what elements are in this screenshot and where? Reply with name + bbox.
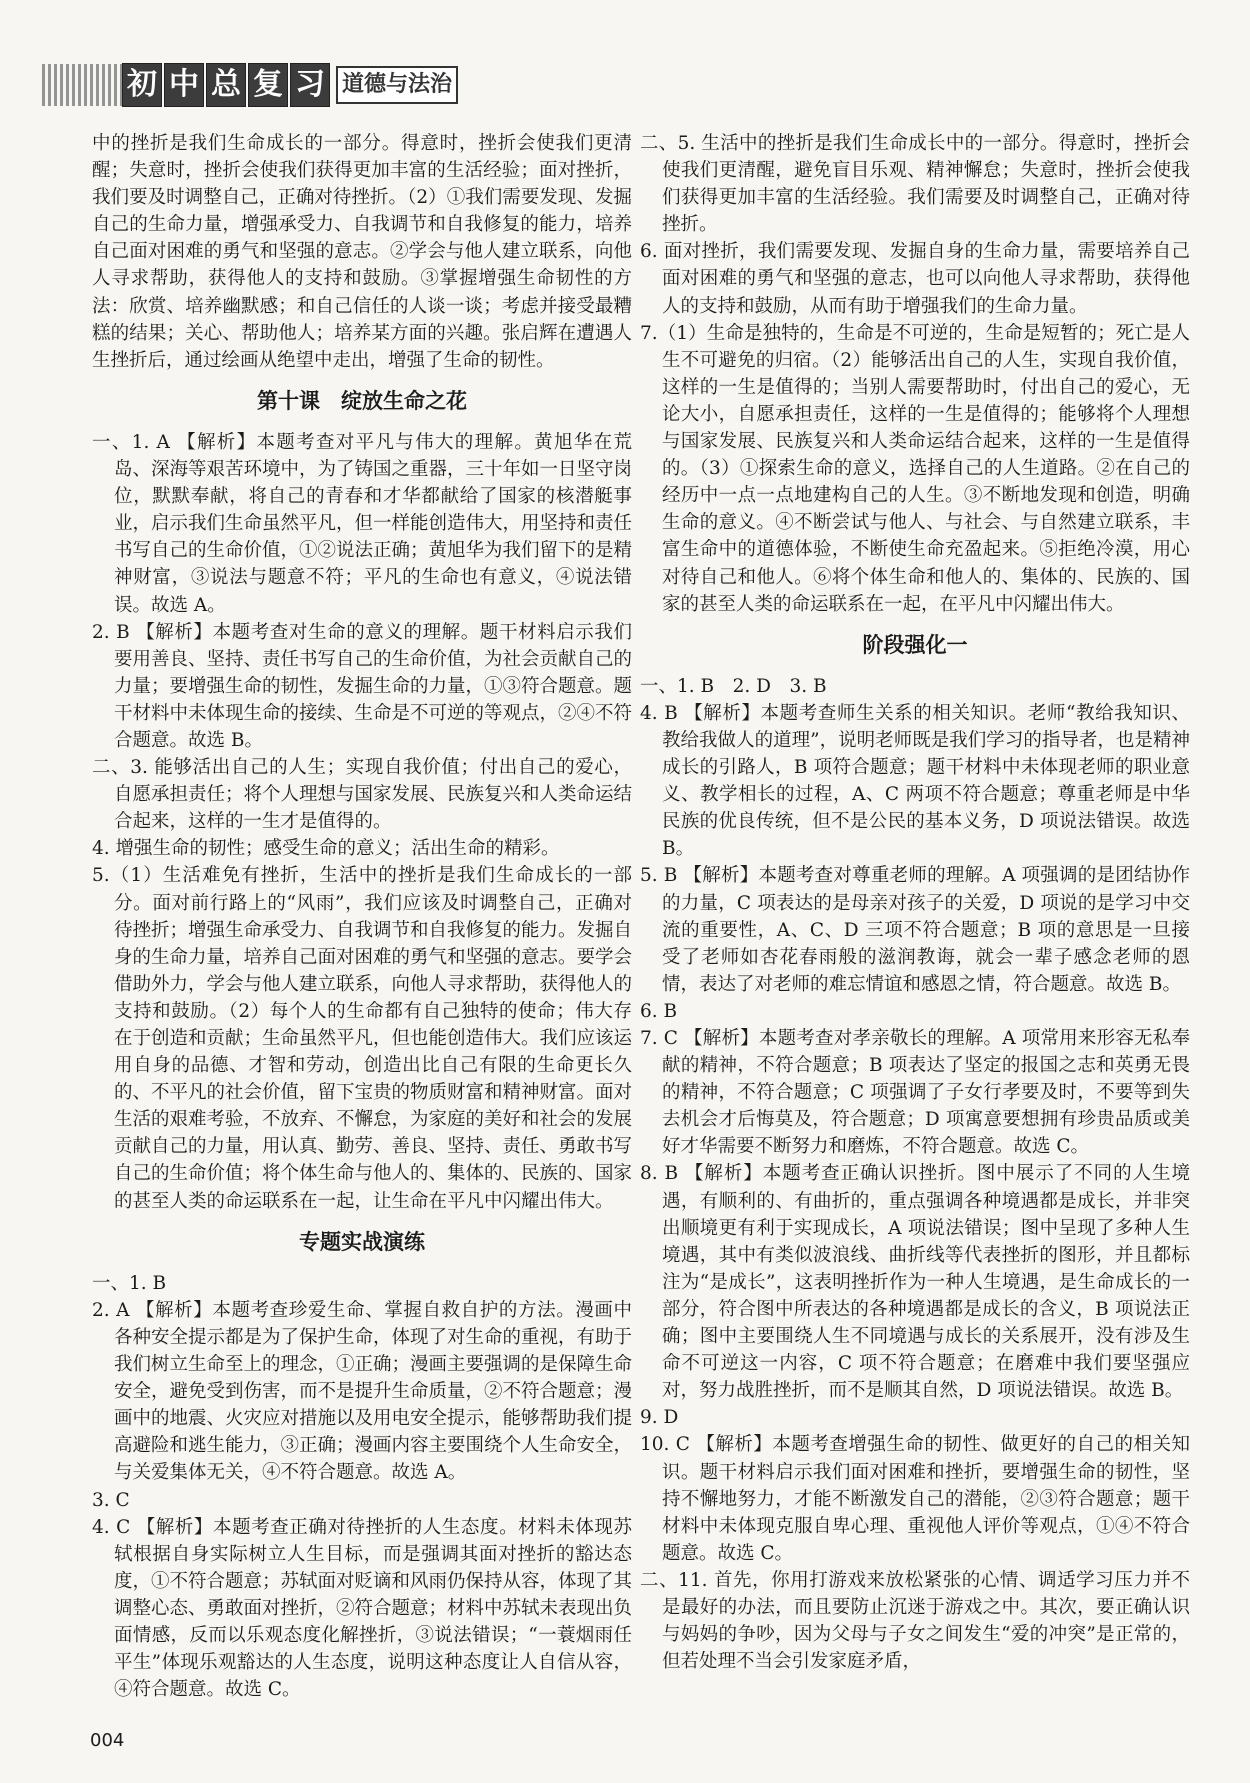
answer-item: 6. 面对挫折，我们需要发现、发掘自身的生命力量，需要培养自己面对困难的勇气和坚强的意志，也可以向他人寻求帮助，获得他人的支持和鼓励，从而有助于增强我们的生命力量。 [640, 241, 1190, 317]
header-title-char: 总 [206, 63, 246, 107]
answer-item: 一、1. B [92, 1272, 167, 1294]
answer-item: 10. C 【解析】本题考查增强生命的韧性、做更好的自己的相关知识。题干材料启示我们面对困难和挫折，要增强生命的韧性，坚持不懈地努力，才能不断激发自己的潜能，②③符合题意；题干材料中未体现克服自卑心理、重视他人评价等观点，①④不符合题意。故选 C。 [640, 1434, 1190, 1564]
answer-item: 二、3. 能够活出自己的人生；实现自我价值；付出自己的爱心，自愿承担责任；将个人理想与国家发展、民族复兴和人类命运结合起来，这样的一生才是值得的。 [92, 757, 633, 833]
header-title-char: 复 [248, 63, 288, 107]
stage-title: 阶段强化一 [862, 632, 968, 657]
answer-item: 4. B 【解析】本题考查师生关系的相关知识。老师“教给我知识、教给我做人的道理”，说明老师既是我们学习的指导者，也是精神成长的引路人，B 项符合题意；题干材料中未体现老师的职业意义、教学相长的过程，A、C 两项不符合题意；尊重老师是中华民族的优良传统，但不是公民的基本义务，D 项说法错误。故选 B。 [640, 702, 1190, 860]
header-title-char: 初 [122, 63, 162, 107]
right-column [640, 130, 1190, 1675]
header-stripe-decoration [42, 64, 122, 106]
answer-item: 二、5. 生活中的挫折是我们生命成长中的一部分。得意时，挫折会使我们更清醒，避免盲目乐观、精神懈怠；失意时，挫折会使我们获得更加丰富的生活经验。我们需要及时调整自己，正确对待挫折。 [640, 133, 1190, 236]
answer-item: 2. A 【解析】本题考查珍爱生命、掌握自救自护的方法。漫画中各种安全提示都是为了保护生命，体现了对生命的重视，有助于我们树立生命至上的理念，①正确；漫画主要强调的是保障生命安全，避免受到伤害，而不是提升生命质量，②不符合题意；漫画中的地震、火灾应对措施以及用电安全提示，能够帮助我们提高避险和逃生能力，③正确；漫画内容主要围绕个人生命安全，与关爱集体无关，④不符合题意。故选 A。 [92, 1299, 633, 1484]
answer-item: 4. C 【解析】本题考查正确对待挫折的人生态度。材料未体现苏轼根据自身实际树立人生目标，而是强调其面对挫折的豁达态度，①不符合题意；苏轼面对贬谪和风雨仍保持从容，体现了其调整心态、勇敢面对挫折，②符合题意；材料中苏轼未表现出负面情感，反而以乐观态度化解挫折，③说法错误；“一蓑烟雨任平生”体现乐观豁达的人生态度，说明这种态度让人自信从容，④符合题意。故选 C。 [92, 1516, 633, 1701]
answer-item: 7.（1）生命是独特的，生命是不可逆的，生命是短暂的；死亡是人生不可避免的归宿。（2）能够活出自己的人生，实现自我价值，这样的一生是值得的；当别人需要帮助时，付出自己的爱心，无论大小，自愿承担责任，这样的一生是值得的；能够将个人理想与国家发展、民族复兴和人类命运结合起来，这样的一生是值得的。（3）①探索生命的意义，选择自己的人生道路。②在自己的经历中一点一点地建构自己的人生。③不断地发现和创造，明确生命的意义。④不断尝试与他人、与社会、与自然建立联系，丰富生命中的道德体验，不断使生命充盈起来。⑤拒绝冷漠，用心对待自己和他人。⑥将个体生命和他人的、集体的、民族的、国家的甚至人类的命运联系在一起，在平凡中闪耀出伟大。 [640, 322, 1190, 615]
answer-continuation: 中的挫折是我们生命成长的一部分。得意时，挫折会使我们更清醒；失意时，挫折会使我们获得更加丰富的生活经验；面对挫折，我们要及时调整自己，正确对待挫折。（2）①我们需要发现、发掘自己的生命力量，增强承受力、自我调节和自我修复的能力，培养自己面对困难的勇气和坚强的意志。②学会与他人建立联系，向他人寻求帮助，获得他人的支持和鼓励。③掌握增强生命韧性的方法：欣赏、培养幽默感；和自己信任的人谈一谈；考虑并接受最糟糕的结果；关心、帮助他人；培养某方面的兴趣。张启辉在遭遇人生挫折后，通过绘画从绝望中走出，增强了生命的韧性。 [92, 133, 632, 371]
answer-item: 6. B [640, 1000, 678, 1022]
answer-item: 一、1. A 【解析】本题考查对平凡与伟大的理解。黄旭华在荒岛、深海等艰苦环境中，为了铸国之重器，三十年如一日坚守岗位，默默奉献，将自己的青春和才华都献给了国家的核潜艇事业，启示我们生命虽然平凡，但一样能创造伟大，用坚持和责任书写自己的生命价值，①②说法正确；黄旭华为我们留下的是精神财富，③说法与题意不符；平凡的生命也有意义，④说法错误。故选 A。 [92, 431, 633, 616]
answer-item: 8. B 【解析】本题考查正确认识挫折。图中展示了不同的人生境遇，有顺利的、有曲折的，重点强调各种境遇都是成长，并非突出顺境更有利于实现成长，A 项说法错误；图中呈现了多种人生境遇，其中有类似波浪线、曲折线等代表挫折的图形，并且都标注为“是成长”，这表明挫折作为一种人生境遇，是生命成长的一部分，符合图中所表达的各种境遇都是成长的含义，B 项说法正确；图中主要围绕人生不同境遇与成长的关系展开，没有涉及生命不可逆这一内容，C 项不符合题意；在磨难中我们要坚强应对，努力战胜挫折，而不是顺其自然，D 项说法错误。故选 B。 [640, 1163, 1190, 1402]
answer-item: 7. C 【解析】本题考查对孝亲敬长的理解。A 项常用来形容无私奉献的精神，不符合题意；B 项表达了坚定的报国之志和英勇无畏的精神，不符合题意；C 项强调了子女行孝要及时，不要等到失去机会才后悔莫及，符合题意；D 项寓意要想拥有珍贵品质或美好才华需要不断努力和磨炼，不符合题意。故选 C。 [640, 1028, 1190, 1158]
answer-item: 一、1. B 2. D 3. B [640, 675, 827, 697]
answer-item: 5.（1）生活难免有挫折，生活中的挫折是我们生命成长的一部分。面对前行路上的“风雨”，我们应该及时调整自己，正确对待挫折；增强生命承受力、自我调节和自我修复的能力。发掘自身的生命力量，培养自己面对困难的勇气和坚强的意志。要学会借助外力，学会与他人建立联系，向他人寻求帮助，获得他人的支持和鼓励。（2）每个人的生命都有自己独特的使命；伟大存在于创造和贡献；生命虽然平凡，但也能创造伟大。我们应该运用自身的品德、才智和劳动，创造出比自己有限的生命更长久的、不平凡的社会价值，留下宝贵的物质财富和精神财富。面对生活的艰难考验，不放弃、不懈怠，为家庭的美好和社会的发展贡献自己的力量，用认真、勤劳、善良、坚持、责任、勇敢书写自己的生命价值；将个体生命与他人的、集体的、民族的、国家的甚至人类的命运联系在一起，让生命在平凡中闪耀出伟大。 [92, 865, 633, 1212]
header-title-char: 中 [164, 63, 204, 107]
answer-item: 5. B 【解析】本题考查对尊重老师的理解。A 项强调的是团结协作的力量，C 项表达的是母亲对孩子的关爱，D 项说的是学习中交流的重要性，A、C、D 三项不符合题意；B 项的意思是一旦接受了老师如杏花春雨般的滋润教诲，就会一辈子感念老师的恩情，表达了对老师的难忘情谊和感恩之情，符合题意。故选 B。 [640, 865, 1190, 995]
answer-item: 4. 增强生命的韧性；感受生命的意义；活出生命的精彩。 [92, 838, 560, 860]
answer-item: 3. C [92, 1489, 130, 1511]
answer-item: 9. D [640, 1407, 679, 1429]
lesson-title: 第十课 绽放生命之花 [257, 388, 467, 413]
left-column [92, 130, 632, 1703]
header-subject: 道德与法治 [336, 66, 458, 104]
answer-item: 二、11. 首先，你用打游戏来放松紧张的心情、调适学习压力并不是最好的办法，而且要防止沉迷于游戏之中。其次，要正确认识与妈妈的争吵，因为父母与子女之间发生“爱的冲突”是正常的，但若处理不当会引发家庭矛盾， [640, 1569, 1190, 1673]
practice-title: 专题实战演练 [299, 1229, 425, 1254]
header-title-char: 习 [290, 63, 330, 107]
answer-item: 2. B 【解析】本题考查对生命的意义的理解。题干材料启示我们要用善良、坚持、责任书写自己的生命价值，为社会贡献自己的力量；要增强生命的韧性，发掘生命的力量，①③符合题意。题干材料中未体现生命的接续、生命是不可逆的等观点，②④不符合题意。故选 B。 [92, 621, 633, 751]
page-number: 004 [90, 1730, 125, 1751]
book-header [42, 62, 460, 108]
